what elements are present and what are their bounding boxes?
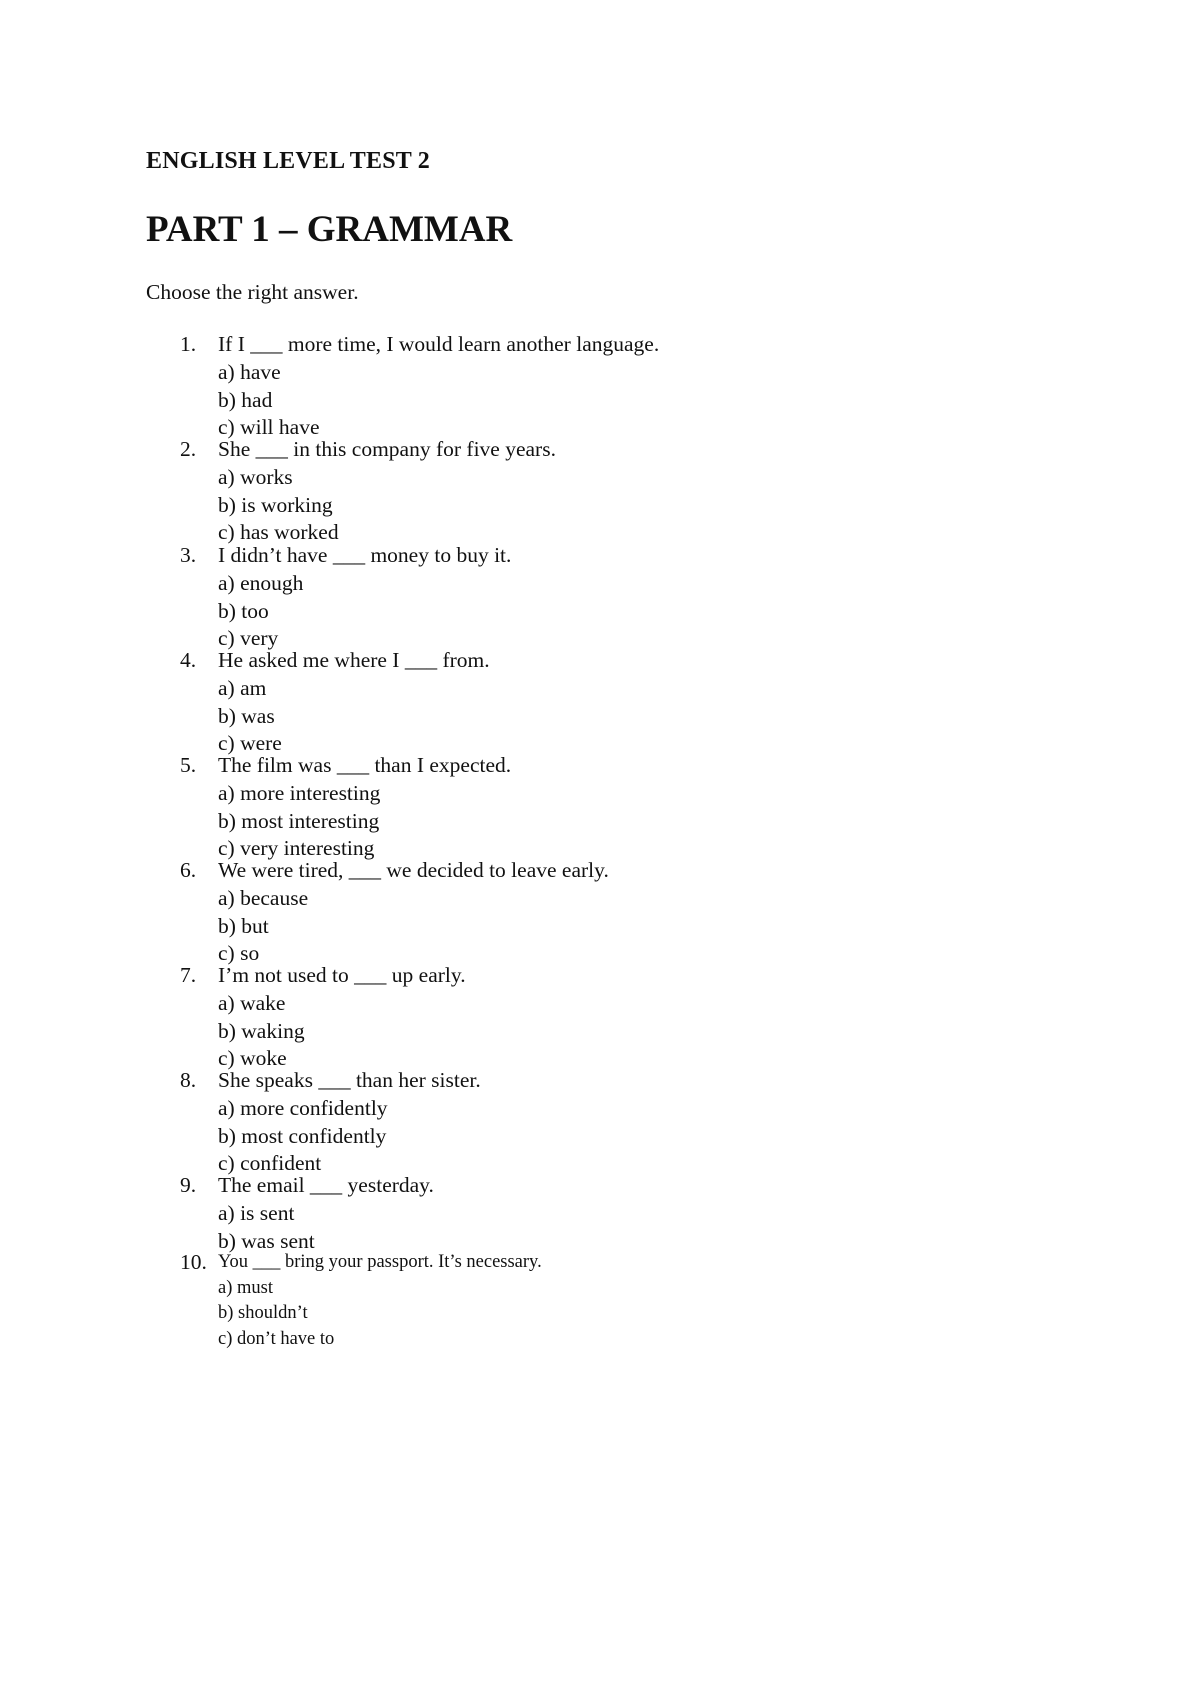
- answer-option: b) was: [218, 703, 275, 728]
- question-number: 5.: [180, 753, 197, 777]
- question-text: He asked me where I ___ from.: [218, 648, 490, 672]
- answer-options: [218, 1200, 315, 1256]
- answer-option: a) am: [218, 675, 267, 700]
- document-title: ENGLISH LEVEL TEST 2: [146, 148, 430, 174]
- answer-option: b) was sent: [218, 1228, 315, 1253]
- answer-option: b) most interesting: [218, 808, 380, 833]
- answer-option: a) have: [218, 359, 281, 384]
- question-text: You ___ bring your passport. It’s necessary.: [218, 1252, 542, 1272]
- answer-option: c) were: [218, 731, 282, 756]
- answer-option: a) must: [218, 1277, 273, 1298]
- part-heading: PART 1 – GRAMMAR: [146, 209, 513, 250]
- question-text: I didn’t have ___ money to buy it.: [218, 543, 512, 567]
- answer-option: c) very interesting: [218, 836, 375, 861]
- answer-option: a) is sent: [218, 1200, 295, 1225]
- question-text: We were tired, ___ we decided to leave early.: [218, 858, 609, 882]
- answer-options: [218, 675, 282, 758]
- answer-option: c) confident: [218, 1151, 322, 1176]
- question-text: The film was ___ than I expected.: [218, 753, 512, 777]
- answer-option: b) is working: [218, 492, 333, 517]
- question-number: 2.: [180, 437, 197, 461]
- question-text: The email ___ yesterday.: [218, 1173, 434, 1197]
- answer-option: c) don’t have to: [218, 1328, 335, 1349]
- instructions-text: Choose the right answer.: [146, 280, 359, 304]
- answer-option: c) woke: [218, 1046, 287, 1071]
- answer-option: a) wake: [218, 990, 286, 1015]
- answer-option: b) most confidently: [218, 1123, 387, 1148]
- answer-option: a) more confidently: [218, 1095, 388, 1120]
- question-number: 1.: [180, 332, 197, 356]
- answer-option: a) enough: [218, 570, 304, 595]
- answer-options: [218, 780, 380, 863]
- answer-options: [218, 990, 305, 1073]
- answer-option: b) waking: [218, 1018, 305, 1043]
- question-number: 6.: [180, 858, 197, 882]
- answer-option: a) works: [218, 464, 293, 489]
- answer-option: c) has worked: [218, 520, 339, 545]
- answer-option: b) had: [218, 387, 273, 412]
- answer-option: b) too: [218, 598, 269, 623]
- answer-options: [218, 464, 339, 547]
- question-number: 4.: [180, 648, 197, 672]
- answer-options: [218, 1276, 334, 1353]
- answer-option: c) very: [218, 626, 279, 651]
- answer-options: [218, 1095, 388, 1178]
- answer-option: c) so: [218, 941, 260, 966]
- answer-option: a) more interesting: [218, 780, 381, 805]
- question-number: 9.: [180, 1173, 197, 1197]
- question-text: I’m not used to ___ up early.: [218, 963, 466, 987]
- answer-option: c) will have: [218, 415, 320, 440]
- question-text: She speaks ___ than her sister.: [218, 1068, 481, 1092]
- answer-option: b) but: [218, 913, 269, 938]
- question-number: 3.: [180, 543, 197, 567]
- question-text: If I ___ more time, I would learn another language.: [218, 332, 660, 356]
- answer-options: [218, 570, 303, 653]
- answer-options: [218, 885, 308, 968]
- question-number: 7.: [180, 963, 197, 987]
- answer-option: b) shouldn’t: [218, 1303, 308, 1323]
- question-text: She ___ in this company for five years.: [218, 437, 556, 461]
- answer-option: a) because: [218, 885, 309, 910]
- question-number: 10.: [180, 1250, 207, 1274]
- question-number: 8.: [180, 1068, 197, 1092]
- answer-options: [218, 359, 320, 442]
